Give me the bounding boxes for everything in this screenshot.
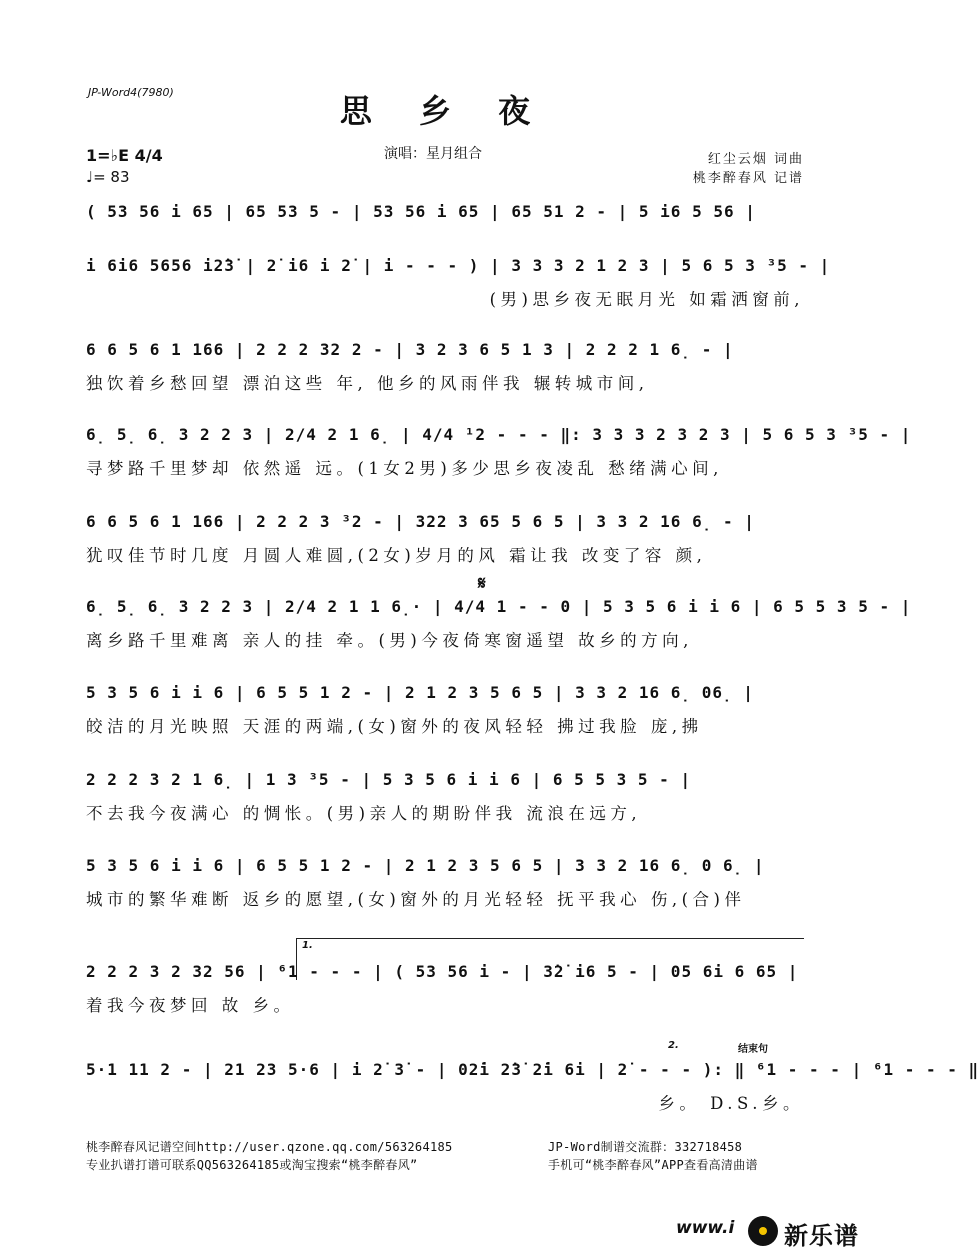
footer-right-line-1: JP-Word制谱交流群：332718458 <box>548 1140 743 1154</box>
score-line-1-notes: ( 53 56 i 65 | 65 53 5 - | 53 56 i 65 | 65 51 2 - | 5 i6 5 56 | <box>86 202 756 221</box>
score-line-5-lyrics: 犹叹佳节时几度 月圆人难圆,(2女)岁月的风 霜让我 改变了容 颜, <box>86 546 707 565</box>
score-line-2-lyrics: (男)思乡夜无眠月光 如霜洒窗前, <box>489 290 804 309</box>
score-line-8-lyrics: 不去我今夜满心 的惆怅。(男)亲人的期盼伴我 流浪在远方, <box>86 804 642 823</box>
score-line-4-notes: 6̣ 5̣ 6̣ 3 2 2 3 | 2/4 2 1 6̣ | 4/4 ¹2 - - - ‖: 3 3 3 2 3 2 3 | 5 6 5 3 ³5 - | <box>86 425 912 444</box>
score-line-8-notes: 2 2 2 3 2 1 6̣ | 1 3 ³5 - | 5 3 5 6 i i 6 | 6 5 5 3 5 - | <box>86 770 692 789</box>
footer-right-line-2: 手机可“桃李醉春风”APP查看高清曲谱 <box>548 1158 758 1172</box>
footer-left-line-1: 桃李醉春风记谱空间http://user.qzone.qq.com/563264185 <box>86 1140 453 1154</box>
ending-label: 结束句 <box>738 1044 768 1055</box>
score-line-5-notes: 6 6 5 6 1 166 | 2 2 2 3 ³2 - | 322 3 65 5 6 5 | 3 3 2 16 6̣ - | <box>86 512 755 531</box>
tempo-marking: ♩= 83 <box>86 168 130 186</box>
score-line-6-notes: 6̣ 5̣ 6̣ 3 2 2 3 | 2/4 2 1 1 6̣· | 4/4 1 - - 0 | 5 3 5 6 i i 6 | 6 5 5 3 5 - | <box>86 597 912 616</box>
site-watermark <box>676 1212 876 1252</box>
volta-2-label: 2. <box>668 1040 679 1051</box>
score-line-2-notes: i 6i6 5656 i2̇3̇ | 2̇ i6 i 2̇ | i - - - ) | 3 3 3 2 1 2 3 | 5 6 5 3 ³5 - | <box>86 256 831 275</box>
vinyl-disc-icon <box>748 1216 778 1246</box>
score-line-7-notes: 5 3 5 6 i i 6 | 6 5 5 1 2 - | 2 1 2 3 5 6 5 | 3 3 2 16 6̣ 06̣ | <box>86 683 754 702</box>
score-line-9-lyrics: 城市的繁华难断 返乡的愿望,(女)窗外的月光轻轻 抚平我心 伤,(合)伴 <box>86 890 746 909</box>
score-line-11-notes: 5·1 11 2 - | 21 23 5·6 | i 2̇ 3̇ - | 02̇i 2̇3̇ 2̇i 6i | 2̇ - - - ): ‖ ⁶1 - - - | ⁶1 - - - ‖ <box>86 1060 979 1079</box>
score-line-6-lyrics: 离乡路千里难离 亲人的挂 牵。(男)今夜倚寒窗遥望 故乡的方向, <box>86 631 693 650</box>
song-title: 思 乡 夜 <box>339 92 549 130</box>
watermark-name: 新乐谱 <box>784 1222 859 1250</box>
transcriber-credit: 桃李醉春风 记谱 <box>692 171 804 186</box>
lyricist-composer-credit: 红尘云烟 词曲 <box>707 152 804 167</box>
singer-credit: 演唱：星月组合 <box>384 146 482 162</box>
score-line-11-lyrics: 乡。 D.S.乡。 <box>658 1094 804 1113</box>
segno-sign: 𝄋 <box>478 573 486 594</box>
score-line-4-lyrics: 寻梦路千里梦却 依然遥 远。(1女2男)多少思乡夜凌乱 愁绪满心间, <box>86 459 723 478</box>
source-label: JP-Word4(7980) <box>88 86 174 99</box>
watermark-url: www.i <box>676 1218 735 1238</box>
score-line-3-lyrics: 独饮着乡愁回望 漂泊这些 年, 他乡的风雨伴我 辗转城市间, <box>86 374 649 393</box>
volta-1-label: 1. <box>302 940 313 951</box>
score-line-3-notes: 6 6 5 6 1 166 | 2 2 2 32 2 - | 3 2 3 6 5 1 3 | 2 2 2 1 6̣ - | <box>86 340 734 359</box>
score-line-10-lyrics: 着我今夜梦回 故 乡。 <box>86 996 295 1015</box>
score-line-7-lyrics: 皎洁的月光映照 天涯的两端,(女)窗外的夜风轻轻 拂过我脸 庞,拂 <box>86 717 703 736</box>
footer-left-line-2: 专业扒谱打谱可联系QQ563264185或淘宝搜索“桃李醉春风” <box>86 1158 418 1172</box>
score-line-9-notes: 5 3 5 6 i i 6 | 6 5 5 1 2 - | 2 1 2 3 5 6 5 | 3 3 2 16 6̣ 0 6̣ | <box>86 856 765 875</box>
score-line-10-notes: 2 2 2 3 2 32 56 | ⁶1 - - - | ( 53 56 i - | 3̇2̇ i6 5 - | 05 6i 6 65 | <box>86 962 799 981</box>
volta-1-bracket <box>296 938 804 939</box>
key-signature: 1=♭E 4/4 <box>86 146 163 165</box>
